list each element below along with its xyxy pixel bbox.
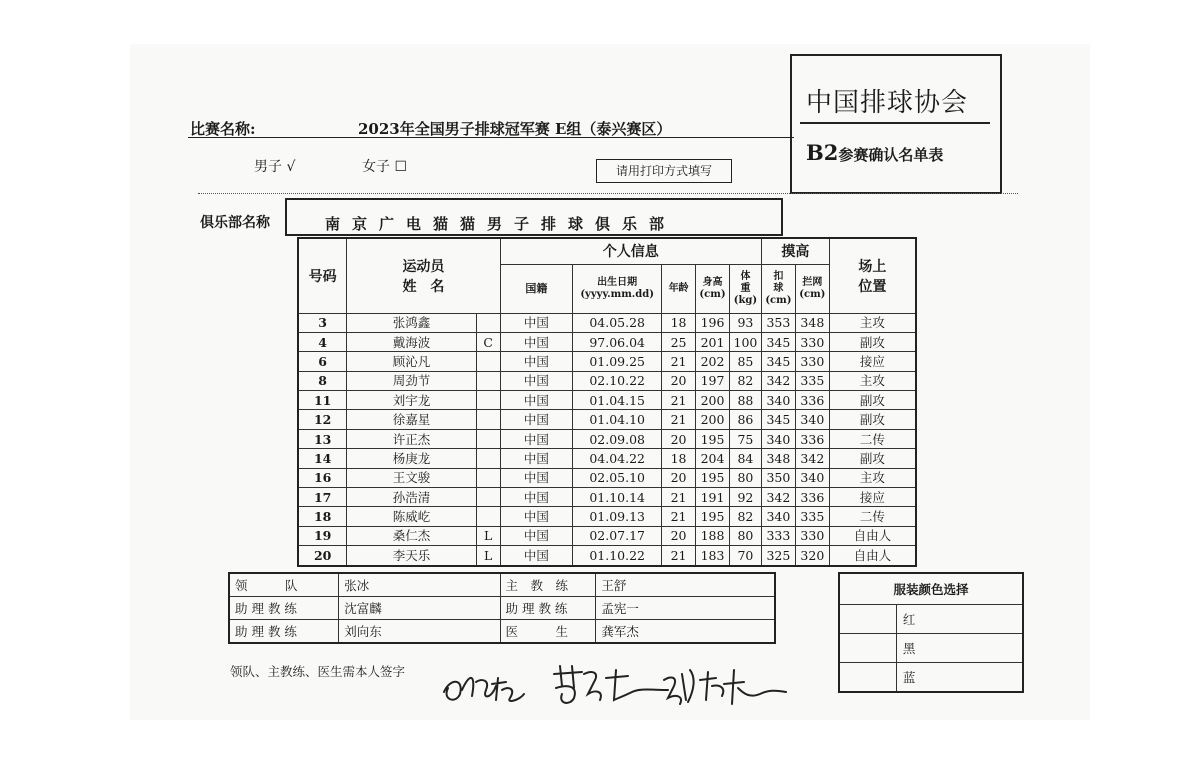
gender-female-checkbox: 女子 ☐ xyxy=(362,159,408,175)
form-code-id: B2 xyxy=(806,140,839,165)
cell-role xyxy=(476,468,500,487)
cell-number: 11 xyxy=(298,391,347,410)
cell-weight: 70 xyxy=(729,546,761,566)
header-birth-format: (yyyy.mm.dd) xyxy=(580,288,654,300)
cell-name: 周劲节 xyxy=(347,371,476,390)
cell-position: 副攻 xyxy=(829,391,916,410)
club-name: 南京广电猫猫男子排球俱乐部 xyxy=(325,215,677,233)
cell-birth: 01.04.10 xyxy=(573,410,662,429)
header-athlete-line2: 姓 名 xyxy=(402,278,445,295)
association-box xyxy=(790,54,1002,194)
cell-block: 335 xyxy=(795,371,829,390)
cell-role xyxy=(476,429,500,448)
table-row xyxy=(298,391,916,410)
cell-weight: 82 xyxy=(729,507,761,526)
cell-block: 335 xyxy=(795,507,829,526)
association-divider xyxy=(800,122,990,124)
signature-doctor xyxy=(548,660,678,710)
staff-assistant-label: 助 理 教 练 xyxy=(500,597,596,620)
roster-table xyxy=(297,237,917,567)
uniform-title: 服装颜色选择 xyxy=(839,573,1023,605)
cell-age: 21 xyxy=(662,488,696,507)
header-block-line1: 拦网 xyxy=(802,276,823,288)
cell-spike: 345 xyxy=(761,332,795,351)
cell-name: 孙浩清 xyxy=(347,488,476,507)
uniform-color-blue: 蓝 xyxy=(896,663,1023,693)
form-title: 参赛确认名单表 xyxy=(838,146,944,164)
cell-number: 3 xyxy=(298,313,347,332)
staff-head-coach-name: 王舒 xyxy=(596,573,775,597)
cell-spike: 340 xyxy=(761,391,795,410)
header-weight-line2: 重 xyxy=(740,282,751,294)
header-height-line2: (cm) xyxy=(699,288,726,300)
table-row xyxy=(298,313,916,332)
cell-nationality: 中国 xyxy=(500,488,573,507)
uniform-choice-cell xyxy=(839,605,896,634)
cell-height: 183 xyxy=(696,546,730,566)
uniform-color-black: 黑 xyxy=(896,634,1023,663)
match-name: 2023年全国男子排球冠军赛 E组（泰兴赛区） xyxy=(358,120,672,138)
table-row xyxy=(298,371,916,390)
roster-body xyxy=(298,313,916,566)
cell-name: 王文骏 xyxy=(347,468,476,487)
cell-spike: 342 xyxy=(761,488,795,507)
cell-birth: 01.09.13 xyxy=(573,507,662,526)
header-block xyxy=(795,264,829,313)
cell-height: 188 xyxy=(696,526,730,545)
cell-height: 195 xyxy=(696,429,730,448)
cell-birth: 04.04.22 xyxy=(573,449,662,468)
dotted-separator xyxy=(198,193,1018,194)
cell-weight: 80 xyxy=(729,468,761,487)
staff-doctor-name: 龚军杰 xyxy=(596,620,775,644)
cell-birth: 01.10.14 xyxy=(573,488,662,507)
cell-birth: 02.10.22 xyxy=(573,371,662,390)
cell-name: 张鸿鑫 xyxy=(347,313,476,332)
cell-block: 340 xyxy=(795,468,829,487)
club-label: 俱乐部名称 xyxy=(200,215,270,231)
cell-height: 200 xyxy=(696,410,730,429)
cell-name: 许正杰 xyxy=(347,429,476,448)
header-height-line1: 身高 xyxy=(702,276,723,288)
cell-nationality: 中国 xyxy=(500,352,573,371)
header-personal-info: 个人信息 xyxy=(500,238,761,264)
cell-weight: 86 xyxy=(729,410,761,429)
signature-note: 领队、主教练、医生需本人签字 xyxy=(230,664,406,679)
cell-nationality: 中国 xyxy=(500,507,573,526)
header-number: 号码 xyxy=(298,238,347,313)
cell-position: 副攻 xyxy=(829,410,916,429)
header-block-line2: (cm) xyxy=(799,288,826,300)
cell-age: 20 xyxy=(662,429,696,448)
cell-position: 自由人 xyxy=(829,526,916,545)
cell-role xyxy=(476,352,500,371)
cell-birth: 01.04.15 xyxy=(573,391,662,410)
table-row xyxy=(298,429,916,448)
cell-number: 16 xyxy=(298,468,347,487)
cell-nationality: 中国 xyxy=(500,429,573,448)
association-name: 中国排球协会 xyxy=(806,88,969,118)
staff-assistant-name: 沈富麟 xyxy=(339,597,500,620)
cell-spike: 333 xyxy=(761,526,795,545)
cell-weight: 85 xyxy=(729,352,761,371)
cell-age: 18 xyxy=(662,313,696,332)
cell-name: 刘宇龙 xyxy=(347,391,476,410)
cell-weight: 84 xyxy=(729,449,761,468)
header-spike-line2: 球 xyxy=(773,282,784,294)
form-code xyxy=(806,140,943,165)
cell-block: 330 xyxy=(795,352,829,371)
staff-table xyxy=(228,572,776,644)
cell-position: 二传 xyxy=(829,429,916,448)
staff-leader-name: 张冰 xyxy=(339,573,500,597)
table-row xyxy=(298,488,916,507)
header-weight-line3: (kg) xyxy=(733,294,758,306)
header-position xyxy=(829,238,916,313)
cell-nationality: 中国 xyxy=(500,391,573,410)
gender-male-checkbox: 男子 √ xyxy=(254,159,296,175)
table-row xyxy=(298,468,916,487)
cell-spike: 340 xyxy=(761,429,795,448)
cell-height: 197 xyxy=(696,371,730,390)
cell-nationality: 中国 xyxy=(500,526,573,545)
cell-spike: 342 xyxy=(761,371,795,390)
cell-age: 20 xyxy=(662,371,696,390)
cell-birth: 97.06.04 xyxy=(573,332,662,351)
cell-nationality: 中国 xyxy=(500,313,573,332)
cell-name: 陈威屹 xyxy=(347,507,476,526)
cell-role: L xyxy=(476,526,500,545)
cell-number: 13 xyxy=(298,429,347,448)
header-position-line2: 位置 xyxy=(858,278,887,295)
staff-assistant-label: 助 理 教 练 xyxy=(229,597,339,620)
cell-role: L xyxy=(476,546,500,566)
cell-position: 副攻 xyxy=(829,332,916,351)
cell-weight: 88 xyxy=(729,391,761,410)
cell-role xyxy=(476,449,500,468)
cell-position: 二传 xyxy=(829,507,916,526)
header-weight-line1: 体 xyxy=(740,270,751,282)
cell-block: 340 xyxy=(795,410,829,429)
cell-nationality: 中国 xyxy=(500,410,573,429)
cell-position: 主攻 xyxy=(829,371,916,390)
cell-height: 195 xyxy=(696,468,730,487)
cell-height: 195 xyxy=(696,507,730,526)
header-athlete-line1: 运动员 xyxy=(402,258,445,275)
staff-head-coach-label: 主 教 练 xyxy=(500,573,596,597)
cell-age: 25 xyxy=(662,332,696,351)
print-instruction-box: 请用打印方式填写 xyxy=(596,159,732,183)
header-age: 年龄 xyxy=(662,264,696,313)
table-row xyxy=(298,526,916,545)
table-row xyxy=(298,546,916,566)
cell-birth: 01.09.25 xyxy=(573,352,662,371)
cell-height: 191 xyxy=(696,488,730,507)
cell-number: 12 xyxy=(298,410,347,429)
cell-name: 桑仁杰 xyxy=(347,526,476,545)
cell-number: 4 xyxy=(298,332,347,351)
header-birth-label: 出生日期 xyxy=(597,276,638,288)
cell-spike: 325 xyxy=(761,546,795,566)
cell-height: 202 xyxy=(696,352,730,371)
table-row xyxy=(298,410,916,429)
cell-name: 戴海波 xyxy=(347,332,476,351)
cell-age: 21 xyxy=(662,410,696,429)
header-spike xyxy=(761,264,795,313)
header-height xyxy=(696,264,730,313)
cell-age: 21 xyxy=(662,352,696,371)
cell-age: 20 xyxy=(662,526,696,545)
cell-age: 21 xyxy=(662,391,696,410)
cell-role: C xyxy=(476,332,500,351)
cell-position: 接应 xyxy=(829,352,916,371)
cell-nationality: 中国 xyxy=(500,546,573,566)
cell-spike: 345 xyxy=(761,352,795,371)
cell-name: 徐嘉星 xyxy=(347,410,476,429)
uniform-choice-cell xyxy=(839,634,896,663)
cell-spike: 340 xyxy=(761,507,795,526)
table-row xyxy=(298,332,916,351)
header-position-line1: 场上 xyxy=(858,258,887,275)
cell-position: 主攻 xyxy=(829,313,916,332)
match-name-underline xyxy=(188,137,794,138)
uniform-color-table xyxy=(838,572,1024,693)
cell-block: 336 xyxy=(795,488,829,507)
cell-block: 320 xyxy=(795,546,829,566)
cell-role xyxy=(476,313,500,332)
cell-role xyxy=(476,488,500,507)
cell-number: 8 xyxy=(298,371,347,390)
cell-height: 196 xyxy=(696,313,730,332)
header-spike-line3: (cm) xyxy=(765,294,792,306)
header-weight xyxy=(729,264,761,313)
uniform-choice-cell xyxy=(839,663,896,693)
cell-weight: 93 xyxy=(729,313,761,332)
cell-height: 201 xyxy=(696,332,730,351)
cell-nationality: 中国 xyxy=(500,371,573,390)
cell-weight: 80 xyxy=(729,526,761,545)
staff-assistant-label: 助 理 教 练 xyxy=(229,620,339,644)
staff-assistant-name: 孟宪一 xyxy=(596,597,775,620)
header-spike-line1: 扣 xyxy=(773,270,784,282)
cell-spike: 345 xyxy=(761,410,795,429)
cell-number: 17 xyxy=(298,488,347,507)
match-name-label: 比赛名称: xyxy=(190,120,256,138)
cell-height: 200 xyxy=(696,391,730,410)
cell-birth: 02.09.08 xyxy=(573,429,662,448)
cell-block: 336 xyxy=(795,391,829,410)
staff-assistant-name: 刘向东 xyxy=(339,620,500,644)
cell-birth: 04.05.28 xyxy=(573,313,662,332)
cell-role xyxy=(476,507,500,526)
cell-number: 6 xyxy=(298,352,347,371)
cell-birth: 01.10.22 xyxy=(573,546,662,566)
cell-age: 21 xyxy=(662,546,696,566)
cell-height: 204 xyxy=(696,449,730,468)
staff-leader-label: 领 队 xyxy=(229,573,339,597)
cell-name: 李天乐 xyxy=(347,546,476,566)
header-reach: 摸高 xyxy=(761,238,829,264)
signature-leader xyxy=(660,660,790,710)
uniform-color-red: 红 xyxy=(896,605,1023,634)
cell-number: 19 xyxy=(298,526,347,545)
cell-spike: 353 xyxy=(761,313,795,332)
staff-doctor-label: 医 生 xyxy=(500,620,596,644)
table-row xyxy=(298,449,916,468)
table-row xyxy=(298,352,916,371)
cell-role xyxy=(476,391,500,410)
cell-nationality: 中国 xyxy=(500,449,573,468)
cell-spike: 348 xyxy=(761,449,795,468)
cell-weight: 100 xyxy=(729,332,761,351)
cell-age: 20 xyxy=(662,468,696,487)
cell-position: 主攻 xyxy=(829,468,916,487)
cell-number: 20 xyxy=(298,546,347,566)
cell-age: 18 xyxy=(662,449,696,468)
table-row xyxy=(298,507,916,526)
cell-role xyxy=(476,371,500,390)
cell-weight: 92 xyxy=(729,488,761,507)
cell-position: 接应 xyxy=(829,488,916,507)
cell-name: 顾沁凡 xyxy=(347,352,476,371)
cell-weight: 82 xyxy=(729,371,761,390)
cell-age: 21 xyxy=(662,507,696,526)
cell-weight: 75 xyxy=(729,429,761,448)
cell-block: 348 xyxy=(795,313,829,332)
signature-head-coach xyxy=(436,660,566,710)
cell-block: 330 xyxy=(795,332,829,351)
cell-block: 330 xyxy=(795,526,829,545)
header-birth-date xyxy=(573,264,662,313)
header-athlete xyxy=(347,238,500,313)
cell-nationality: 中国 xyxy=(500,468,573,487)
cell-nationality: 中国 xyxy=(500,332,573,351)
cell-birth: 02.07.17 xyxy=(573,526,662,545)
cell-position: 副攻 xyxy=(829,449,916,468)
cell-number: 14 xyxy=(298,449,347,468)
cell-number: 18 xyxy=(298,507,347,526)
cell-spike: 350 xyxy=(761,468,795,487)
cell-name: 杨庚龙 xyxy=(347,449,476,468)
cell-block: 342 xyxy=(795,449,829,468)
header-nationality: 国籍 xyxy=(500,264,573,313)
cell-block: 336 xyxy=(795,429,829,448)
cell-birth: 02.05.10 xyxy=(573,468,662,487)
cell-role xyxy=(476,410,500,429)
cell-position: 自由人 xyxy=(829,546,916,566)
